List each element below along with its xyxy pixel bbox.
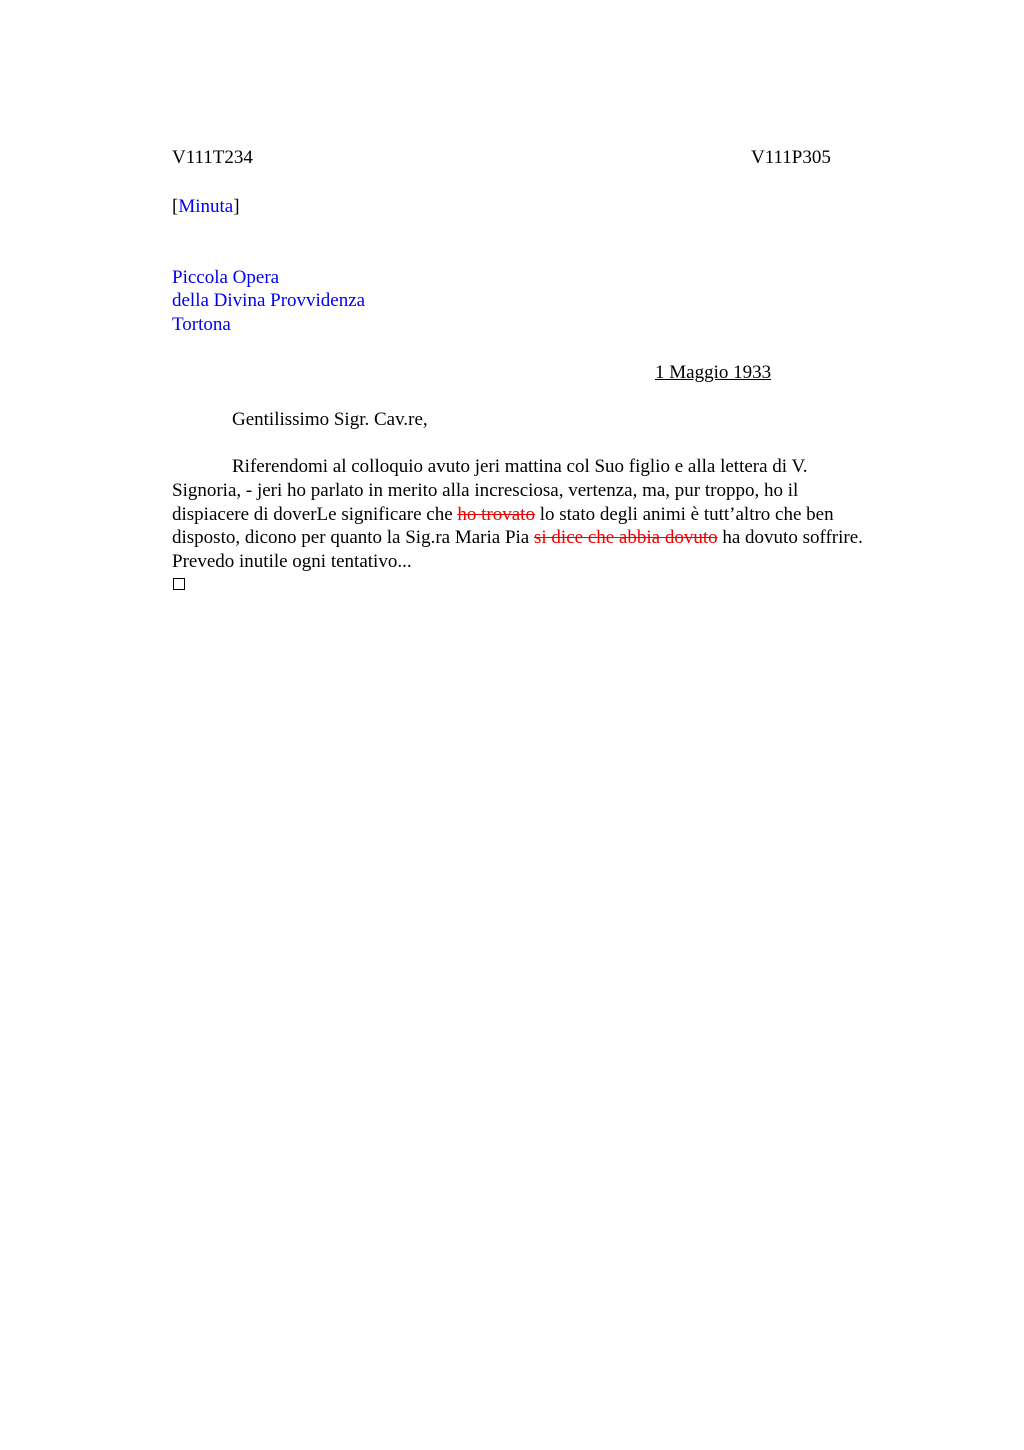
body-line-1: Riferendomi al colloquio avuto jeri mattina col Suo figlio e alla lettera di V. — [232, 456, 808, 477]
draft-note — [172, 195, 240, 219]
body-line-3 — [172, 503, 932, 527]
bracket-open: [ — [172, 196, 179, 217]
body-line-5: Prevedo inutile ogni tentativo... — [172, 551, 412, 573]
body-line-3-text-b: lo stato degli animi è tutt’altro che ben — [534, 503, 834, 525]
deleted-text-2: si dice che abbia dovuto — [534, 527, 718, 549]
letter-body — [172, 455, 932, 574]
body-line-3-text-a: dispiacere di doverLe significare che — [172, 503, 458, 525]
body-line-4-text-b: ha dovuto soffrire. — [717, 527, 863, 549]
empty-box-marker — [173, 578, 185, 590]
body-line-2: Signoria, - jeri ho parlato in merito alla incresciosa, vertenza, ma, pur troppo, ho il — [172, 479, 799, 501]
document-code-right: V111P305 — [751, 147, 831, 168]
document-code-left: V111T234 — [172, 147, 253, 168]
deleted-text-1: ho trovato — [457, 503, 535, 525]
draft-label: Minuta — [178, 196, 234, 217]
letterhead-line-3: Tortona — [172, 314, 231, 335]
letter-date: 1 Maggio 1933 — [655, 362, 772, 383]
body-line-4-text-a: disposto, dicono per quanto la Sig.ra Maria Pia — [172, 527, 534, 549]
salutation: Gentilissimo Sigr. Cav.re, — [232, 409, 428, 430]
letterhead-line-2: della Divina Provvidenza — [172, 290, 366, 311]
bracket-close: ] — [233, 196, 240, 217]
letterhead-line-1: Piccola Opera — [172, 267, 280, 288]
body-line-4 — [172, 526, 932, 550]
